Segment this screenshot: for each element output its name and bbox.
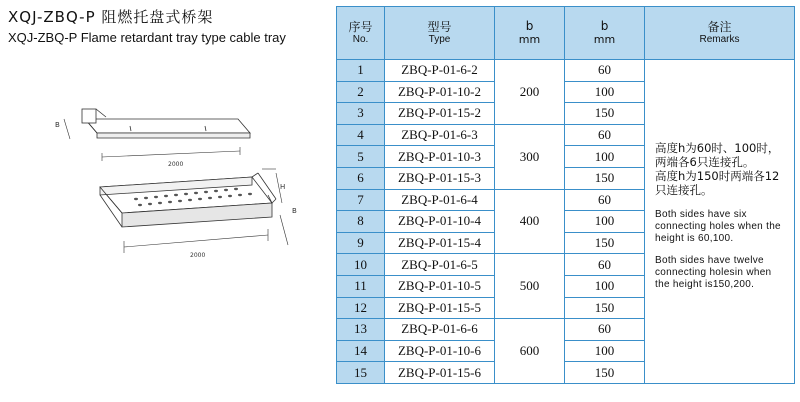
row-height: 150 <box>565 167 645 189</box>
row-no: 4 <box>337 124 385 146</box>
top-length-label: 2000 <box>168 161 184 168</box>
row-type: ZBQ-P-01-10-4 <box>385 211 495 233</box>
row-type: ZBQ-P-01-15-4 <box>385 232 495 254</box>
row-height: 100 <box>565 275 645 297</box>
row-no: 5 <box>337 146 385 168</box>
row-height: 100 <box>565 211 645 233</box>
row-no: 14 <box>337 340 385 362</box>
row-no: 9 <box>337 232 385 254</box>
header-height-label: b <box>600 19 609 33</box>
spec-table <box>336 6 795 384</box>
flat-cover-drawing <box>64 109 250 161</box>
row-no: 7 <box>337 189 385 211</box>
tray-drawing <box>100 169 288 253</box>
header-type <box>385 7 495 60</box>
row-no: 1 <box>337 60 385 82</box>
row-height: 100 <box>565 340 645 362</box>
remarks-cell <box>645 60 795 384</box>
row-height: 60 <box>565 124 645 146</box>
row-height: 100 <box>565 146 645 168</box>
header-width <box>495 7 565 60</box>
header-height <box>565 7 645 60</box>
header-width-unit: mm <box>518 33 541 46</box>
row-type: ZBQ-P-01-15-6 <box>385 362 495 384</box>
row-height: 150 <box>565 232 645 254</box>
row-height: 100 <box>565 81 645 103</box>
row-height: 150 <box>565 297 645 319</box>
row-width: 200 <box>495 60 565 125</box>
table-row <box>337 60 795 82</box>
bottom-length-label: 2000 <box>190 252 206 259</box>
remarks-cn-1: 高度h为60时、100时，两端各6只连接孔。 <box>655 141 780 170</box>
row-type: ZBQ-P-01-6-6 <box>385 319 495 341</box>
row-no: 3 <box>337 103 385 125</box>
header-height-unit: mm <box>593 33 616 46</box>
header-type-en: Type <box>428 34 451 45</box>
header-no-cn: 序号 <box>348 20 373 34</box>
header-remarks-en: Remarks <box>699 34 740 45</box>
remarks-cn-2: 高度h为150时两端各12只连接孔。 <box>655 169 780 198</box>
header-remarks-cn: 备注 <box>707 20 732 34</box>
row-height: 150 <box>565 362 645 384</box>
row-no: 10 <box>337 254 385 276</box>
row-height: 60 <box>565 60 645 82</box>
row-width: 400 <box>495 189 565 254</box>
row-no: 2 <box>337 81 385 103</box>
header-no-en: No. <box>352 34 369 45</box>
row-type: ZBQ-P-01-6-3 <box>385 124 495 146</box>
table-header-row <box>337 7 795 60</box>
row-width: 500 <box>495 254 565 319</box>
row-type: ZBQ-P-01-6-2 <box>385 60 495 82</box>
row-type: ZBQ-P-01-15-3 <box>385 167 495 189</box>
row-type: ZBQ-P-01-15-2 <box>385 103 495 125</box>
row-no: 12 <box>337 297 385 319</box>
row-no: 11 <box>337 275 385 297</box>
page-title: XQJ-ZBQ-P 阻燃托盘式桥架 <box>8 8 214 26</box>
row-height: 150 <box>565 103 645 125</box>
header-width-label: b <box>525 19 534 33</box>
row-type: ZBQ-P-01-10-3 <box>385 146 495 168</box>
remarks-en-2: Both sides have twelve connecting holesin when the height is150,200. <box>655 255 772 291</box>
row-type: ZBQ-P-01-10-6 <box>385 340 495 362</box>
bottom-b-label: B <box>292 207 297 215</box>
header-no <box>337 7 385 60</box>
row-width: 600 <box>495 319 565 384</box>
row-height: 60 <box>565 189 645 211</box>
row-no: 15 <box>337 362 385 384</box>
row-height: 60 <box>565 319 645 341</box>
bottom-h-label: H <box>280 183 286 191</box>
row-type: ZBQ-P-01-15-5 <box>385 297 495 319</box>
remarks-en-1: Both sides have six connecting holes when the height is 60,100. <box>655 209 781 245</box>
row-no: 8 <box>337 211 385 233</box>
header-type-cn: 型号 <box>427 20 452 34</box>
cable-tray-drawing <box>40 95 320 265</box>
row-width: 300 <box>495 124 565 189</box>
row-height: 60 <box>565 254 645 276</box>
header-remarks <box>645 7 795 60</box>
row-no: 6 <box>337 167 385 189</box>
row-type: ZBQ-P-01-6-4 <box>385 189 495 211</box>
row-type: ZBQ-P-01-10-2 <box>385 81 495 103</box>
row-no: 13 <box>337 319 385 341</box>
row-type: ZBQ-P-01-6-5 <box>385 254 495 276</box>
row-type: ZBQ-P-01-10-5 <box>385 275 495 297</box>
page-subtitle: XQJ-ZBQ-P Flame retardant tray type cable tray <box>8 30 286 45</box>
top-b-label: B <box>55 121 60 129</box>
